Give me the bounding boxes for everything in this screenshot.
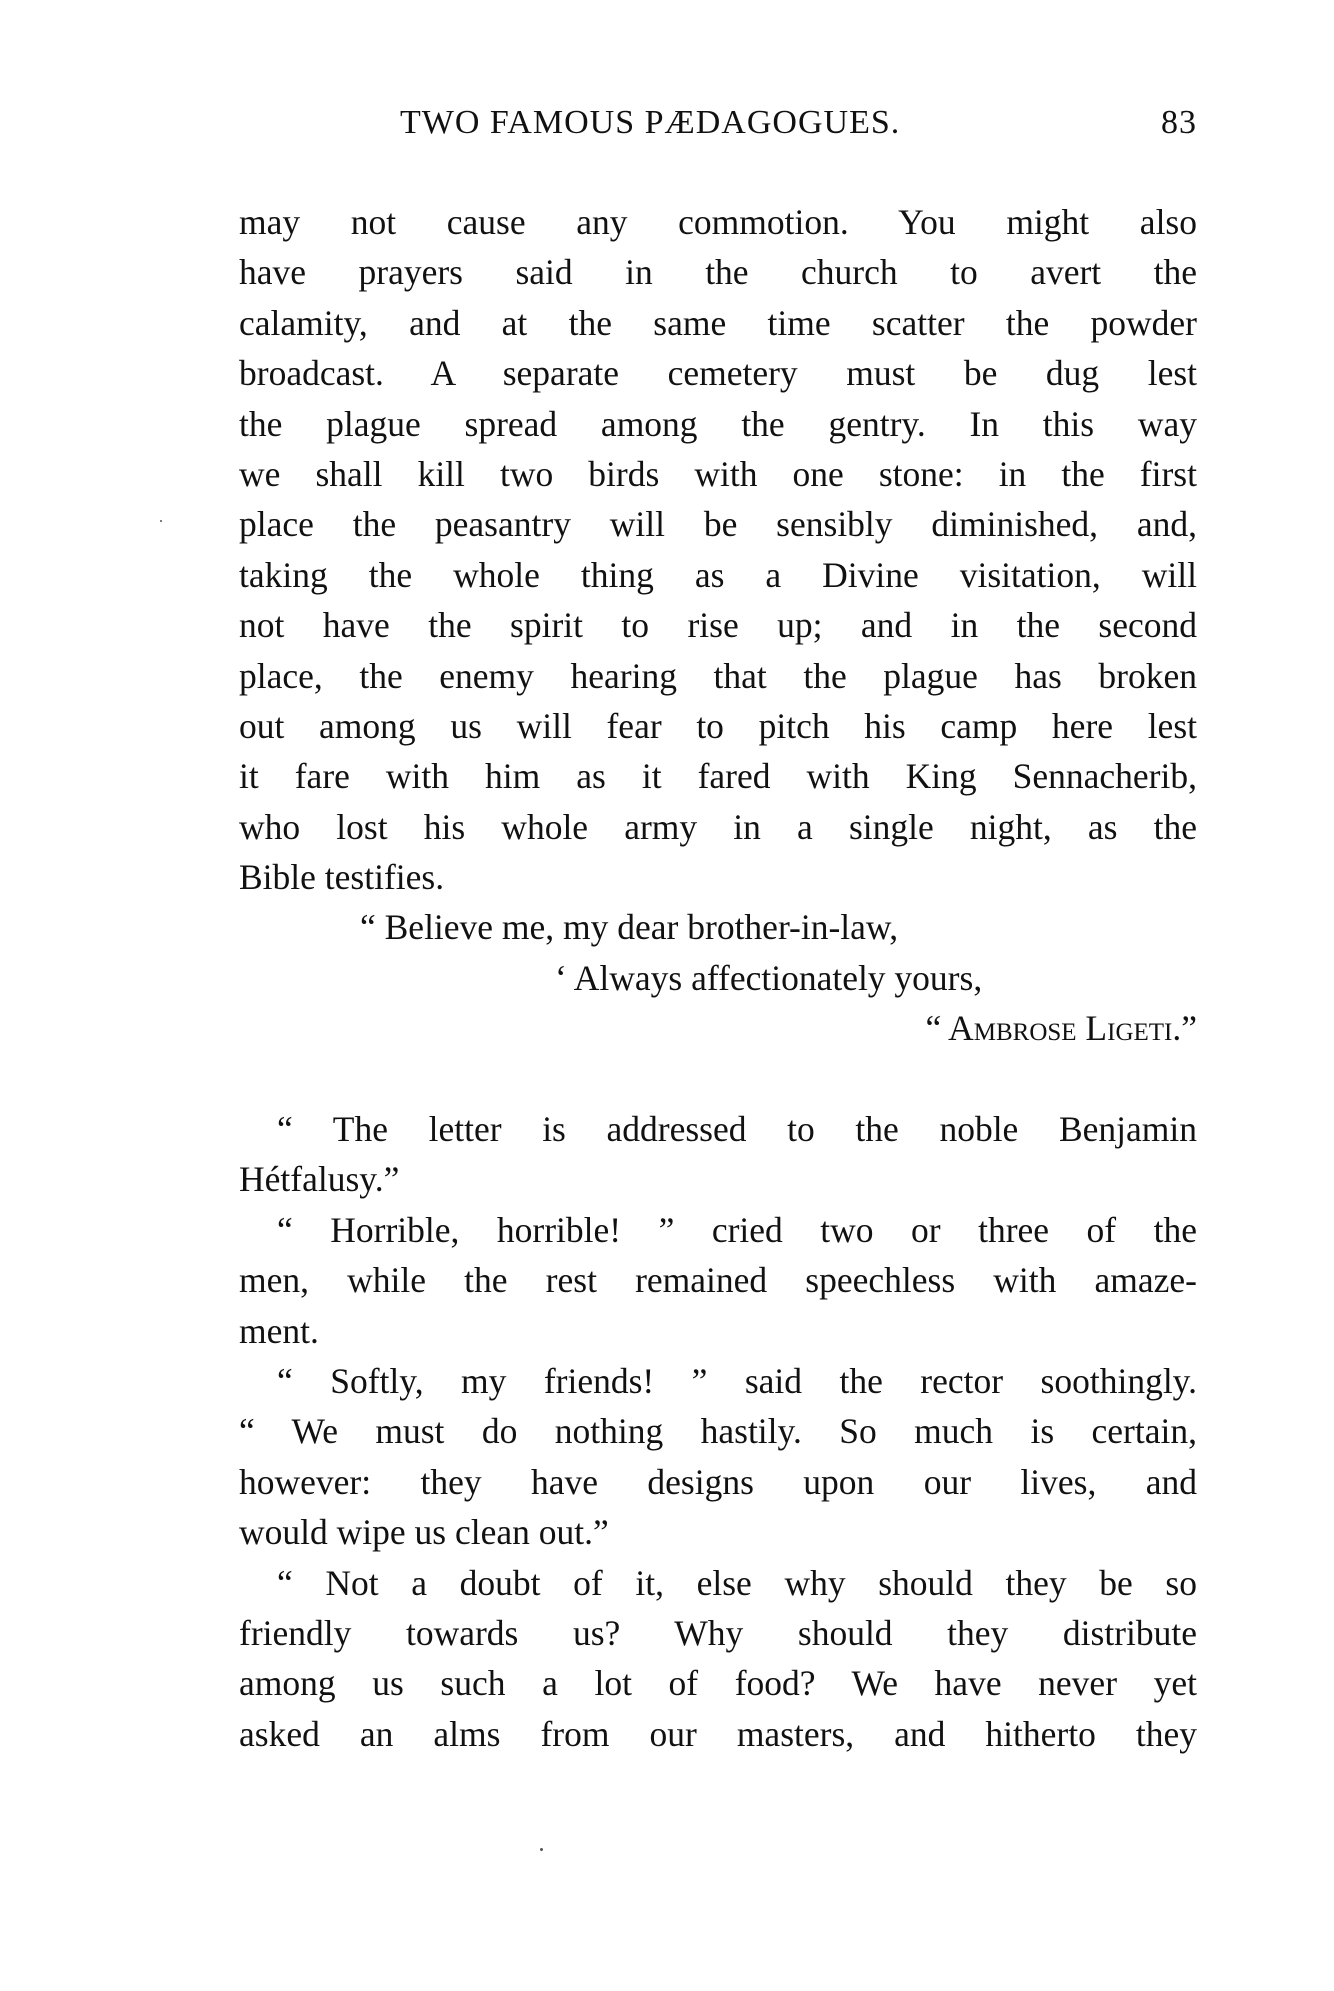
page-body bbox=[239, 197, 1197, 1759]
scan-speck bbox=[160, 520, 162, 522]
text-line: may not cause any commotion. You might also bbox=[239, 202, 1197, 242]
text-line: “ We must do nothing hastily. So much is certain, bbox=[239, 1411, 1197, 1452]
letter-valediction: ‘ Always affectionately yours, bbox=[555, 957, 983, 998]
text-line: men, while the rest remained speechless with amaze- bbox=[239, 1260, 1197, 1301]
text-line: would wipe us clean out.” bbox=[239, 1512, 609, 1553]
text-line: however: they have designs upon our lives, and bbox=[239, 1461, 1197, 1502]
letter-closing: “ Believe me, my dear brother-in-law, bbox=[360, 907, 899, 948]
text-line: “ Softly, my friends! ” said the rector soothingly. bbox=[277, 1360, 1197, 1401]
text-line: out among us will fear to pitch his camp here lest bbox=[239, 705, 1197, 746]
text-line: the plague spread among the gentry. In this way bbox=[239, 403, 1197, 444]
text-line: Hétfalusy.” bbox=[239, 1159, 400, 1200]
text-line: not have the spirit to rise up; and in the second bbox=[239, 605, 1197, 646]
text-line: asked an alms from our masters, and hitherto they bbox=[239, 1713, 1197, 1754]
letter-signature: “ Ambrose Ligeti.” bbox=[925, 1008, 1197, 1049]
text-line: place the peasantry will be sensibly diminished, and, bbox=[239, 504, 1197, 545]
text-line: friendly towards us? Why should they distribute bbox=[239, 1612, 1197, 1653]
running-title: TWO FAMOUS PÆDAGOGUES. bbox=[400, 104, 901, 141]
text-line: “ Not a doubt of it, else why should they be so bbox=[277, 1562, 1197, 1603]
text-line: among us such a lot of food? We have never yet bbox=[239, 1663, 1197, 1704]
text-line: it fare with him as it fared with King Sennacherib, bbox=[239, 756, 1197, 797]
running-header bbox=[400, 104, 1197, 154]
text-line: calamity, and at the same time scatter the powder bbox=[239, 302, 1197, 343]
text-line: we shall kill two birds with one stone: in the first bbox=[239, 453, 1197, 494]
text-line: broadcast. A separate cemetery must be dug lest bbox=[239, 353, 1197, 394]
text-line: place, the enemy hearing that the plague has broken bbox=[239, 655, 1197, 696]
scan-speck bbox=[540, 1848, 543, 1851]
text-line: Bible testifies. bbox=[239, 857, 445, 898]
text-line: “ Horrible, horrible! ” cried two or three of the bbox=[277, 1209, 1197, 1250]
text-line: “ The letter is addressed to the noble Benjamin bbox=[277, 1109, 1197, 1150]
text-line: taking the whole thing as a Divine visitation, will bbox=[239, 554, 1197, 595]
text-line: ment. bbox=[239, 1310, 319, 1351]
text-line: have prayers said in the church to avert the bbox=[239, 252, 1197, 293]
text-line: who lost his whole army in a single night, as the bbox=[239, 806, 1197, 847]
blank-line bbox=[239, 1054, 1197, 1104]
page-number: 83 bbox=[1161, 104, 1197, 141]
